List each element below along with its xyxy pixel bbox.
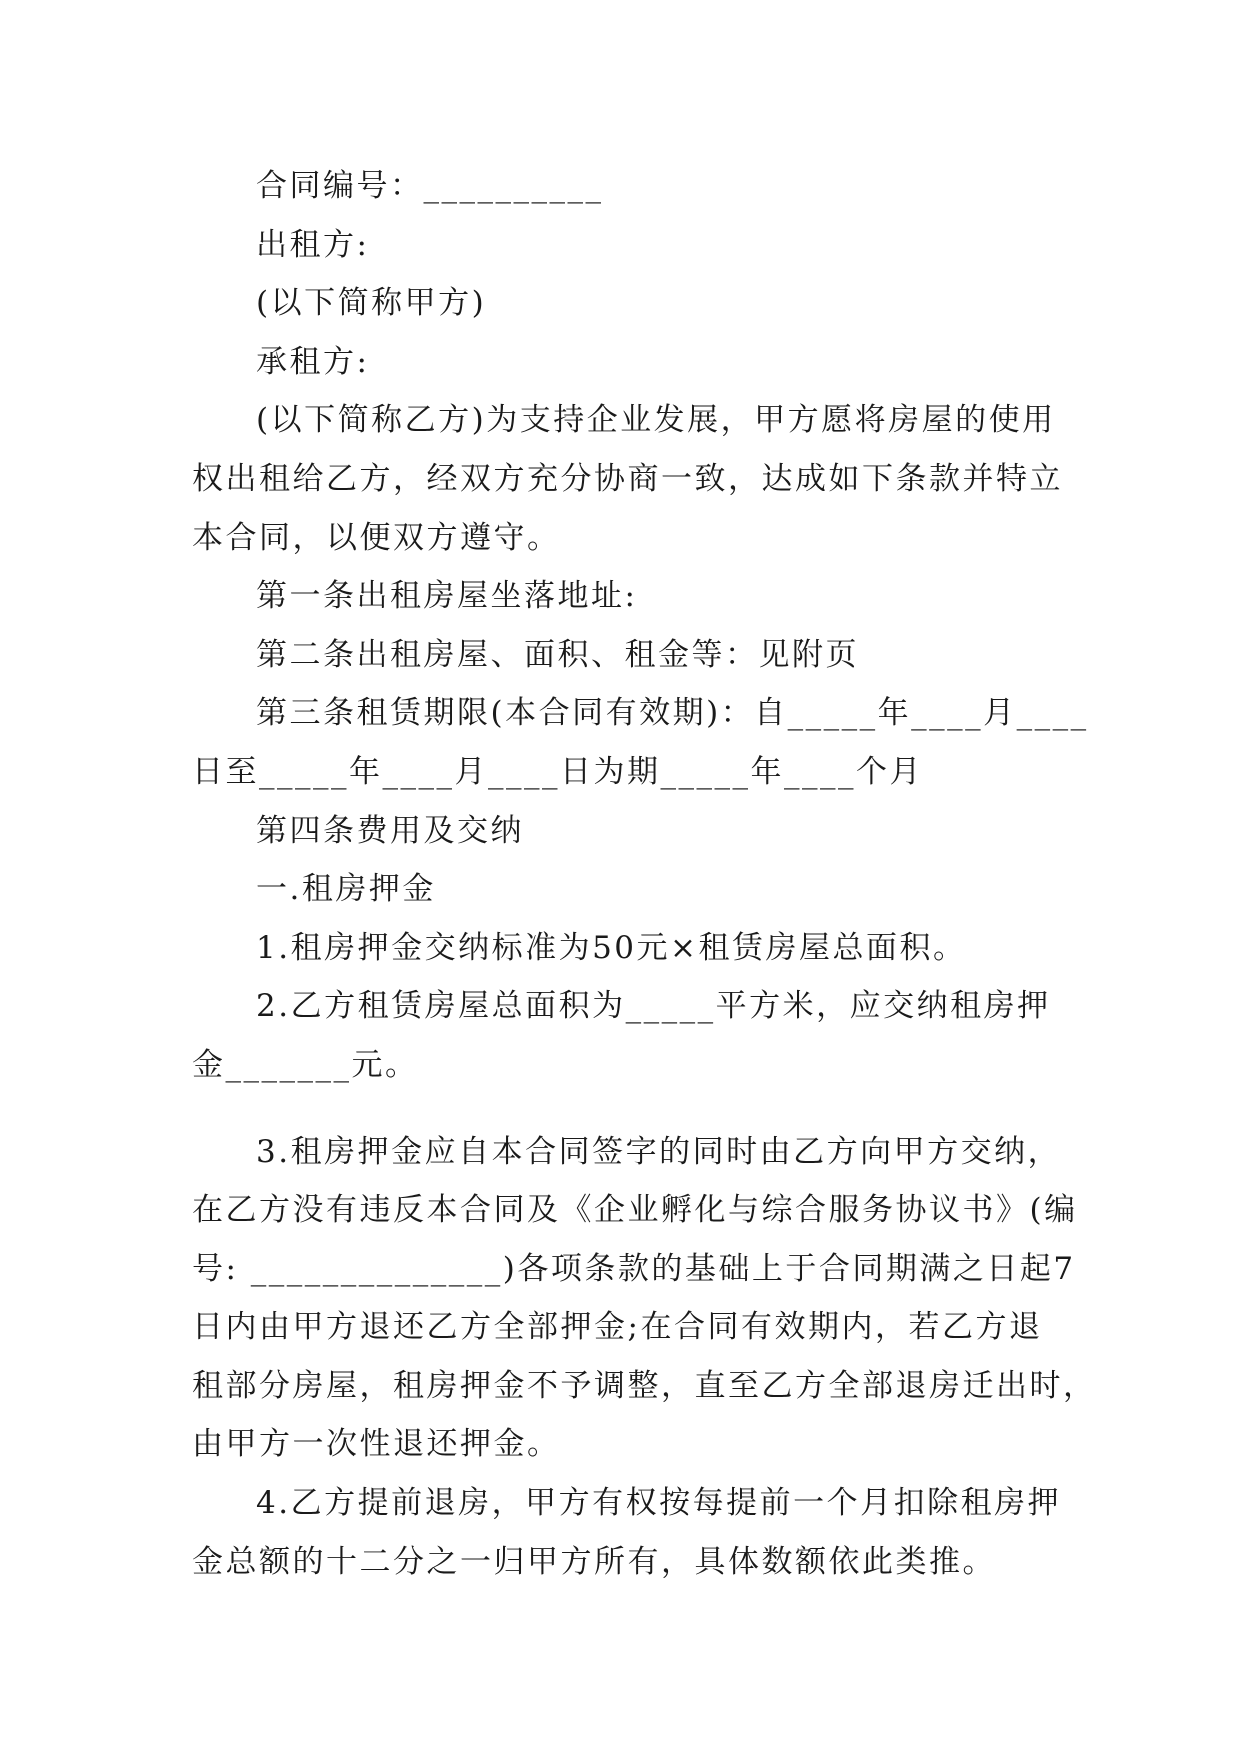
article-3-line-2: 日至_____年____月____日为期_____年____个月 [192, 753, 923, 790]
contract-body [192, 157, 1097, 1591]
contract-number-line: 合同编号：__________ [256, 168, 604, 204]
lessee-line: 承租方: [256, 343, 370, 380]
preamble-line-3: 本合同，以便双方遵守。 [192, 519, 561, 556]
clause-3-line-6: 由甲方一次性退还押金。 [192, 1426, 561, 1463]
clause-3-line-3: 号: ______________)各项条款的基础上于合同期满之日起7 [192, 1250, 1076, 1287]
clause-2-line-1: 2.乙方租赁房屋总面积为_____平方米，应交纳租房押 [256, 988, 1051, 1025]
preamble-line-1: (以下简称乙方)为支持企业发展，甲方愿将房屋的使用 [256, 402, 1056, 439]
clause-1-line: 1.租房押金交纳标准为50元×租赁房屋总面积。 [256, 929, 967, 966]
paragraph-gap [192, 1095, 1062, 1123]
clause-3-line-2: 在乙方没有违反本合同及《企业孵化与综合服务协议书》(编 [192, 1192, 1078, 1229]
preamble-line-2: 权出租给乙方，经双方充分协商一致，达成如下条款并特立 [192, 460, 1063, 497]
article-3-line-1: 第三条租赁期限(本合同有效期)：自_____年____月____ [256, 695, 1089, 732]
article-2-line: 第二条出租房屋、面积、租金等：见附页 [256, 636, 859, 673]
lessor-abbreviation-line: (以下简称甲方) [256, 285, 487, 322]
clause-4-line-2: 金总额的十二分之一归甲方所有，具体数额依此类推。 [192, 1543, 996, 1580]
lessor-line: 出租方: [256, 226, 370, 263]
deposit-heading: 一.租房押金 [256, 871, 436, 908]
clause-3-line-4: 日内由甲方退还乙方全部押金;在合同有效期内，若乙方退 [192, 1309, 1043, 1346]
article-1-line: 第一条出租房屋坐落地址: [256, 578, 638, 615]
clause-3-line-1: 3.租房押金应自本合同签字的同时由乙方向甲方交纳， [256, 1133, 1062, 1170]
clause-2-line-2: 金_______元。 [192, 1046, 419, 1083]
article-4-heading: 第四条费用及交纳 [256, 812, 524, 849]
clause-3-line-5: 租部分房屋，租房押金不予调整，直至乙方全部退房迁出时， [192, 1367, 1097, 1404]
clause-4-line-1: 4.乙方提前退房，甲方有权按每提前一个月扣除租房押 [256, 1485, 1062, 1522]
